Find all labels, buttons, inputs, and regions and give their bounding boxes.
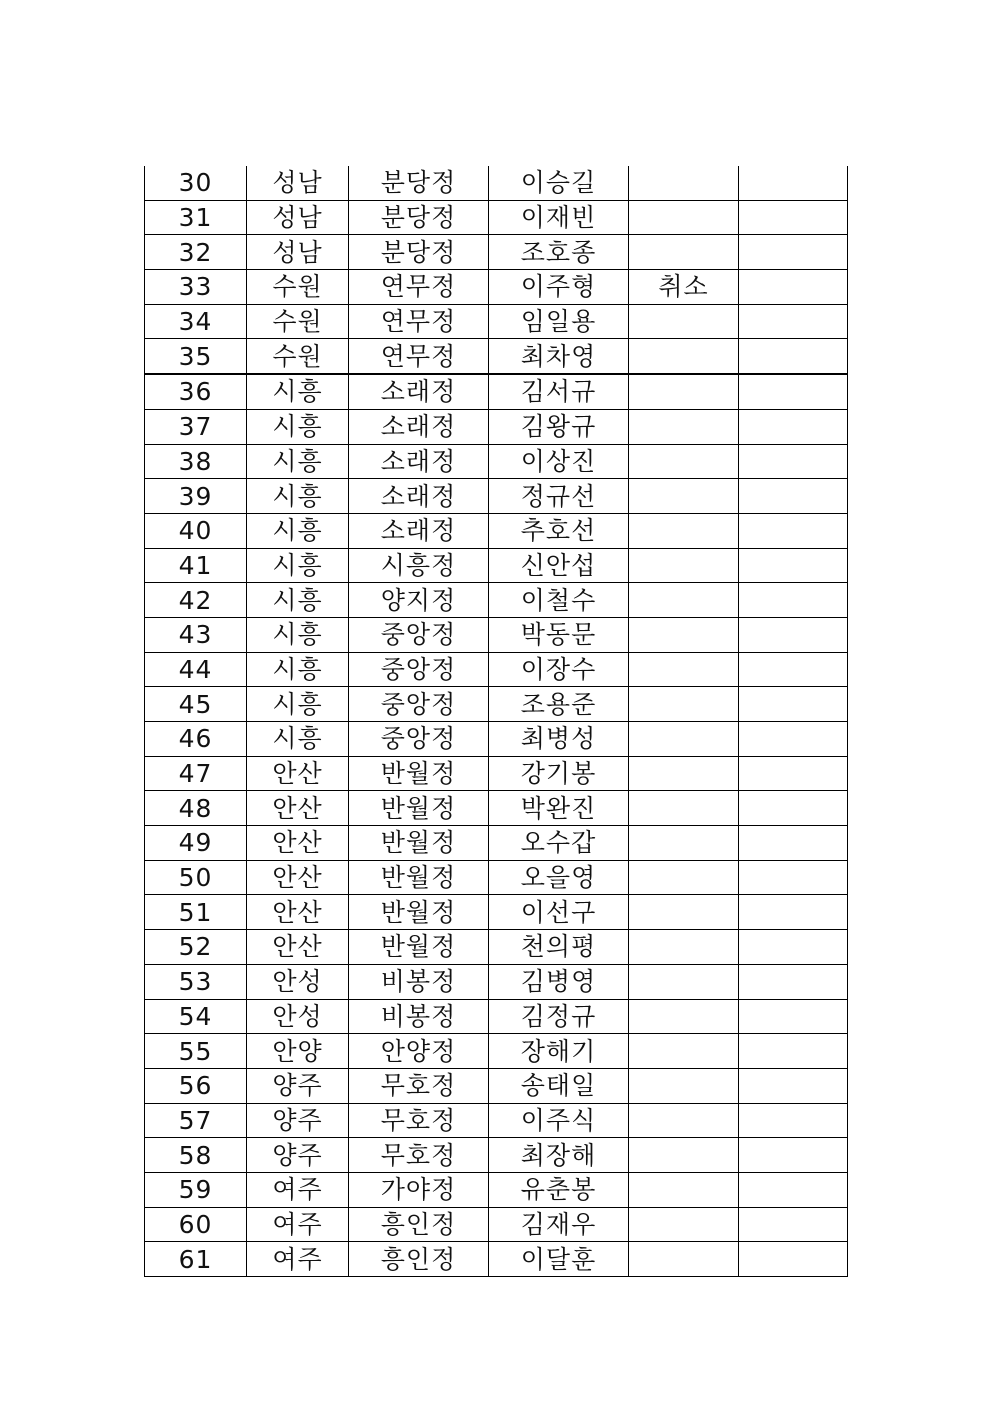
- club-cell: 반월정: [349, 791, 489, 826]
- name-cell: 신안섭: [489, 548, 629, 583]
- entry-number: 48: [145, 791, 247, 826]
- entry-number: 52: [145, 930, 247, 965]
- name-cell: 최병성: [489, 722, 629, 757]
- entry-number: 38: [145, 444, 247, 479]
- note-cell: [629, 826, 739, 861]
- extra-cell: [739, 930, 848, 965]
- extra-cell: [739, 826, 848, 861]
- club-cell: 연무정: [349, 304, 489, 339]
- entry-number: 31: [145, 200, 247, 235]
- club-cell: 시흥정: [349, 548, 489, 583]
- note-cell: [629, 235, 739, 270]
- note-cell: [629, 166, 739, 200]
- entry-number: 49: [145, 826, 247, 861]
- club-cell: 중앙정: [349, 722, 489, 757]
- city-cell: 양주: [247, 1103, 349, 1138]
- name-cell: 이주형: [489, 270, 629, 305]
- city-cell: 시흥: [247, 617, 349, 652]
- name-cell: 이달훈: [489, 1242, 629, 1277]
- extra-cell: [739, 444, 848, 479]
- city-cell: 시흥: [247, 548, 349, 583]
- entry-number: 41: [145, 548, 247, 583]
- city-cell: 여주: [247, 1172, 349, 1207]
- entry-number: 50: [145, 860, 247, 895]
- entry-number: 36: [145, 374, 247, 409]
- extra-cell: [739, 1068, 848, 1103]
- note-cell: [629, 964, 739, 999]
- entry-number: 47: [145, 756, 247, 791]
- note-cell: [629, 1138, 739, 1173]
- extra-cell: [739, 479, 848, 514]
- club-cell: 흥인정: [349, 1207, 489, 1242]
- city-cell: 시흥: [247, 409, 349, 444]
- note-cell: [629, 304, 739, 339]
- entry-number: 53: [145, 964, 247, 999]
- extra-cell: [739, 860, 848, 895]
- table-row: [145, 339, 848, 374]
- club-cell: 반월정: [349, 860, 489, 895]
- city-cell: 양주: [247, 1138, 349, 1173]
- entry-number: 59: [145, 1172, 247, 1207]
- entry-number: 37: [145, 409, 247, 444]
- extra-cell: [739, 722, 848, 757]
- extra-cell: [739, 652, 848, 687]
- table-row: [145, 617, 848, 652]
- club-cell: 무호정: [349, 1068, 489, 1103]
- entry-number: 51: [145, 895, 247, 930]
- extra-cell: [739, 1172, 848, 1207]
- club-cell: 반월정: [349, 895, 489, 930]
- note-cell: 취소: [629, 270, 739, 305]
- extra-cell: [739, 374, 848, 409]
- participant-table: [144, 166, 848, 1277]
- city-cell: 시흥: [247, 374, 349, 409]
- club-cell: 소래정: [349, 409, 489, 444]
- extra-cell: [739, 617, 848, 652]
- city-cell: 시흥: [247, 479, 349, 514]
- city-cell: 양주: [247, 1068, 349, 1103]
- extra-cell: [739, 791, 848, 826]
- entry-number: 35: [145, 339, 247, 374]
- note-cell: [629, 1172, 739, 1207]
- table-row: [145, 479, 848, 514]
- note-cell: [629, 374, 739, 409]
- city-cell: 안산: [247, 895, 349, 930]
- note-cell: [629, 1207, 739, 1242]
- note-cell: [629, 1034, 739, 1069]
- name-cell: 최차영: [489, 339, 629, 374]
- extra-cell: [739, 339, 848, 374]
- note-cell: [629, 339, 739, 374]
- entry-number: 33: [145, 270, 247, 305]
- entry-number: 57: [145, 1103, 247, 1138]
- city-cell: 수원: [247, 270, 349, 305]
- city-cell: 시흥: [247, 687, 349, 722]
- name-cell: 이승길: [489, 166, 629, 200]
- club-cell: 반월정: [349, 756, 489, 791]
- extra-cell: [739, 583, 848, 618]
- note-cell: [629, 791, 739, 826]
- city-cell: 성남: [247, 166, 349, 200]
- note-cell: [629, 652, 739, 687]
- club-cell: 흥인정: [349, 1242, 489, 1277]
- note-cell: [629, 756, 739, 791]
- name-cell: 박동문: [489, 617, 629, 652]
- club-cell: 분당정: [349, 235, 489, 270]
- name-cell: 김서규: [489, 374, 629, 409]
- entry-number: 55: [145, 1034, 247, 1069]
- table-row: [145, 374, 848, 409]
- club-cell: 중앙정: [349, 687, 489, 722]
- club-cell: 양지정: [349, 583, 489, 618]
- name-cell: 김왕규: [489, 409, 629, 444]
- club-cell: 연무정: [349, 339, 489, 374]
- note-cell: [629, 479, 739, 514]
- extra-cell: [739, 304, 848, 339]
- name-cell: 조용준: [489, 687, 629, 722]
- extra-cell: [739, 548, 848, 583]
- extra-cell: [739, 756, 848, 791]
- entry-number: 40: [145, 513, 247, 548]
- city-cell: 안산: [247, 791, 349, 826]
- club-cell: 소래정: [349, 479, 489, 514]
- club-cell: 분당정: [349, 166, 489, 200]
- table-row: [145, 964, 848, 999]
- city-cell: 안성: [247, 999, 349, 1034]
- club-cell: 소래정: [349, 444, 489, 479]
- club-cell: 비봉정: [349, 999, 489, 1034]
- name-cell: 장해기: [489, 1034, 629, 1069]
- city-cell: 안산: [247, 860, 349, 895]
- club-cell: 중앙정: [349, 617, 489, 652]
- note-cell: [629, 860, 739, 895]
- club-cell: 무호정: [349, 1138, 489, 1173]
- club-cell: 연무정: [349, 270, 489, 305]
- club-cell: 무호정: [349, 1103, 489, 1138]
- entry-number: 42: [145, 583, 247, 618]
- table-row: [145, 166, 848, 200]
- table-row: [145, 444, 848, 479]
- note-cell: [629, 999, 739, 1034]
- table-row: [145, 583, 848, 618]
- club-cell: 소래정: [349, 513, 489, 548]
- name-cell: 오을영: [489, 860, 629, 895]
- name-cell: 박완진: [489, 791, 629, 826]
- table-row: [145, 200, 848, 235]
- participant-table-body: [145, 166, 848, 1277]
- entry-number: 43: [145, 617, 247, 652]
- entry-number: 32: [145, 235, 247, 270]
- extra-cell: [739, 235, 848, 270]
- extra-cell: [739, 166, 848, 200]
- city-cell: 안산: [247, 930, 349, 965]
- table-row: [145, 1172, 848, 1207]
- club-cell: 반월정: [349, 930, 489, 965]
- city-cell: 안산: [247, 826, 349, 861]
- extra-cell: [739, 200, 848, 235]
- name-cell: 강기봉: [489, 756, 629, 791]
- table-row: [145, 513, 848, 548]
- note-cell: [629, 583, 739, 618]
- city-cell: 시흥: [247, 444, 349, 479]
- entry-number: 54: [145, 999, 247, 1034]
- club-cell: 비봉정: [349, 964, 489, 999]
- extra-cell: [739, 964, 848, 999]
- note-cell: [629, 1068, 739, 1103]
- extra-cell: [739, 1207, 848, 1242]
- table-row: [145, 1034, 848, 1069]
- club-cell: 가야정: [349, 1172, 489, 1207]
- extra-cell: [739, 409, 848, 444]
- city-cell: 성남: [247, 200, 349, 235]
- entry-number: 34: [145, 304, 247, 339]
- table-row: [145, 270, 848, 305]
- entry-number: 60: [145, 1207, 247, 1242]
- entry-number: 61: [145, 1242, 247, 1277]
- note-cell: [629, 1103, 739, 1138]
- note-cell: [629, 548, 739, 583]
- note-cell: [629, 930, 739, 965]
- city-cell: 시흥: [247, 583, 349, 618]
- name-cell: 이선구: [489, 895, 629, 930]
- club-cell: 분당정: [349, 200, 489, 235]
- name-cell: 천의평: [489, 930, 629, 965]
- name-cell: 임일용: [489, 304, 629, 339]
- name-cell: 김재우: [489, 1207, 629, 1242]
- extra-cell: [739, 1138, 848, 1173]
- note-cell: [629, 722, 739, 757]
- city-cell: 시흥: [247, 722, 349, 757]
- table-row: [145, 1068, 848, 1103]
- name-cell: 이철수: [489, 583, 629, 618]
- city-cell: 수원: [247, 339, 349, 374]
- city-cell: 시흥: [247, 652, 349, 687]
- table-row: [145, 687, 848, 722]
- name-cell: 이상진: [489, 444, 629, 479]
- table-row: [145, 930, 848, 965]
- extra-cell: [739, 513, 848, 548]
- extra-cell: [739, 687, 848, 722]
- table-row: [145, 1138, 848, 1173]
- note-cell: [629, 1242, 739, 1277]
- name-cell: 조호종: [489, 235, 629, 270]
- note-cell: [629, 687, 739, 722]
- note-cell: [629, 409, 739, 444]
- extra-cell: [739, 895, 848, 930]
- entry-number: 45: [145, 687, 247, 722]
- extra-cell: [739, 1242, 848, 1277]
- note-cell: [629, 617, 739, 652]
- club-cell: 반월정: [349, 826, 489, 861]
- table-row: [145, 756, 848, 791]
- entry-number: 46: [145, 722, 247, 757]
- entry-number: 58: [145, 1138, 247, 1173]
- extra-cell: [739, 1103, 848, 1138]
- entry-number: 56: [145, 1068, 247, 1103]
- name-cell: 김병영: [489, 964, 629, 999]
- entry-number: 39: [145, 479, 247, 514]
- club-cell: 안양정: [349, 1034, 489, 1069]
- name-cell: 최장해: [489, 1138, 629, 1173]
- club-cell: 소래정: [349, 374, 489, 409]
- table-row: [145, 826, 848, 861]
- extra-cell: [739, 270, 848, 305]
- table-row: [145, 1242, 848, 1277]
- city-cell: 수원: [247, 304, 349, 339]
- name-cell: 이장수: [489, 652, 629, 687]
- note-cell: [629, 895, 739, 930]
- city-cell: 여주: [247, 1207, 349, 1242]
- name-cell: 송태일: [489, 1068, 629, 1103]
- club-cell: 중앙정: [349, 652, 489, 687]
- city-cell: 안성: [247, 964, 349, 999]
- note-cell: [629, 200, 739, 235]
- extra-cell: [739, 999, 848, 1034]
- table-row: [145, 1207, 848, 1242]
- note-cell: [629, 444, 739, 479]
- city-cell: 시흥: [247, 513, 349, 548]
- extra-cell: [739, 1034, 848, 1069]
- name-cell: 정규선: [489, 479, 629, 514]
- name-cell: 추호선: [489, 513, 629, 548]
- table-row: [145, 235, 848, 270]
- table-row: [145, 548, 848, 583]
- note-cell: [629, 513, 739, 548]
- city-cell: 성남: [247, 235, 349, 270]
- table-row: [145, 409, 848, 444]
- city-cell: 안양: [247, 1034, 349, 1069]
- table-row: [145, 791, 848, 826]
- table-row: [145, 895, 848, 930]
- table-row: [145, 652, 848, 687]
- name-cell: 이재빈: [489, 200, 629, 235]
- city-cell: 안산: [247, 756, 349, 791]
- name-cell: 이주식: [489, 1103, 629, 1138]
- table-row: [145, 722, 848, 757]
- entry-number: 30: [145, 166, 247, 200]
- table-row: [145, 860, 848, 895]
- table-row: [145, 304, 848, 339]
- name-cell: 유춘봉: [489, 1172, 629, 1207]
- table-row: [145, 999, 848, 1034]
- name-cell: 김정규: [489, 999, 629, 1034]
- table-row: [145, 1103, 848, 1138]
- entry-number: 44: [145, 652, 247, 687]
- city-cell: 여주: [247, 1242, 349, 1277]
- name-cell: 오수갑: [489, 826, 629, 861]
